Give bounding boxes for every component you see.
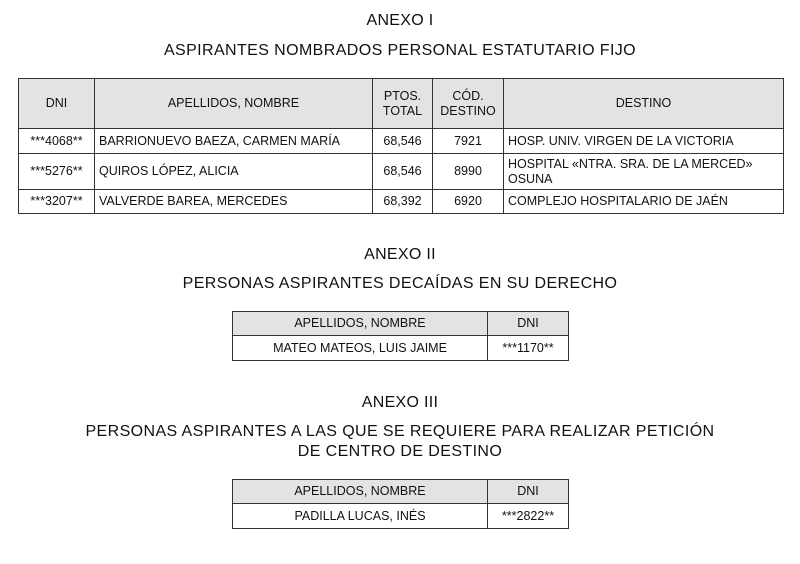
cell-name: QUIROS LÓPEZ, ALICIA xyxy=(95,154,373,190)
header-dni: DNI xyxy=(488,312,569,336)
cell-dni: ***5276** xyxy=(19,154,95,190)
table-row xyxy=(19,190,784,214)
cell-cod: 6920 xyxy=(433,190,504,214)
cell-ptos: 68,546 xyxy=(373,129,433,154)
annex3-header-row xyxy=(233,480,569,504)
header-dni: DNI xyxy=(19,79,95,129)
cell-dni: ***2822** xyxy=(488,504,569,529)
header-dni: DNI xyxy=(488,480,569,504)
cell-cod: 8990 xyxy=(433,154,504,190)
header-cod-line1: CÓD. xyxy=(452,88,484,103)
cell-dni: ***3207** xyxy=(19,190,95,214)
cell-destino xyxy=(504,154,784,190)
annex2-header-row xyxy=(233,312,569,336)
cell-name: PADILLA LUCAS, INÉS xyxy=(233,504,488,529)
header-ptos xyxy=(373,79,433,129)
header-name: APELLIDOS, NOMBRE xyxy=(95,79,373,129)
cell-destino: HOSP. UNIV. VIRGEN DE LA VICTORIA xyxy=(504,129,784,154)
annex3-subtitle-line2: DE CENTRO DE DESTINO xyxy=(297,443,503,460)
annex3-title: ANEXO III xyxy=(361,394,439,411)
cell-destino-line2: OSUNA xyxy=(508,171,553,186)
table-row xyxy=(19,154,784,190)
header-ptos-line1: PTOS. xyxy=(383,88,422,103)
header-destino: DESTINO xyxy=(504,79,784,129)
annex3-table xyxy=(232,479,569,529)
cell-dni: ***1170** xyxy=(488,336,569,361)
cell-destino: COMPLEJO HOSPITALARIO DE JAÉN xyxy=(504,190,784,214)
annex2-subtitle: PERSONAS ASPIRANTES DECAÍDAS EN SU DERECHO xyxy=(182,275,618,292)
cell-cod: 7921 xyxy=(433,129,504,154)
annex1-subtitle: ASPIRANTES NOMBRADOS PERSONAL ESTATUTARIO FIJO xyxy=(163,42,637,59)
header-name: APELLIDOS, NOMBRE xyxy=(233,312,488,336)
cell-name: MATEO MATEOS, LUIS JAIME xyxy=(233,336,488,361)
cell-destino-line1: HOSPITAL «NTRA. SRA. DE LA MERCED» xyxy=(508,156,753,171)
table-row xyxy=(233,504,569,529)
header-cod xyxy=(433,79,504,129)
cell-ptos: 68,392 xyxy=(373,190,433,214)
annex2-title: ANEXO II xyxy=(364,246,436,263)
annex2-table xyxy=(232,311,569,361)
cell-dni: ***4068** xyxy=(19,129,95,154)
table-row xyxy=(233,336,569,361)
header-cod-line2: DESTINO xyxy=(440,103,496,118)
header-ptos-line2: TOTAL xyxy=(382,103,423,118)
annex1-table xyxy=(18,78,784,214)
header-name: APELLIDOS, NOMBRE xyxy=(233,480,488,504)
annex1-title: ANEXO I xyxy=(366,12,434,29)
cell-name: VALVERDE BAREA, MERCEDES xyxy=(95,190,373,214)
table-row xyxy=(19,129,784,154)
cell-name: BARRIONUEVO BAEZA, CARMEN MARÍA xyxy=(95,129,373,154)
annex1-header-row xyxy=(19,79,784,129)
cell-ptos: 68,546 xyxy=(373,154,433,190)
annex3-subtitle-line1: PERSONAS ASPIRANTES A LAS QUE SE REQUIERE PARA REALIZAR PETICIÓN xyxy=(85,423,715,440)
